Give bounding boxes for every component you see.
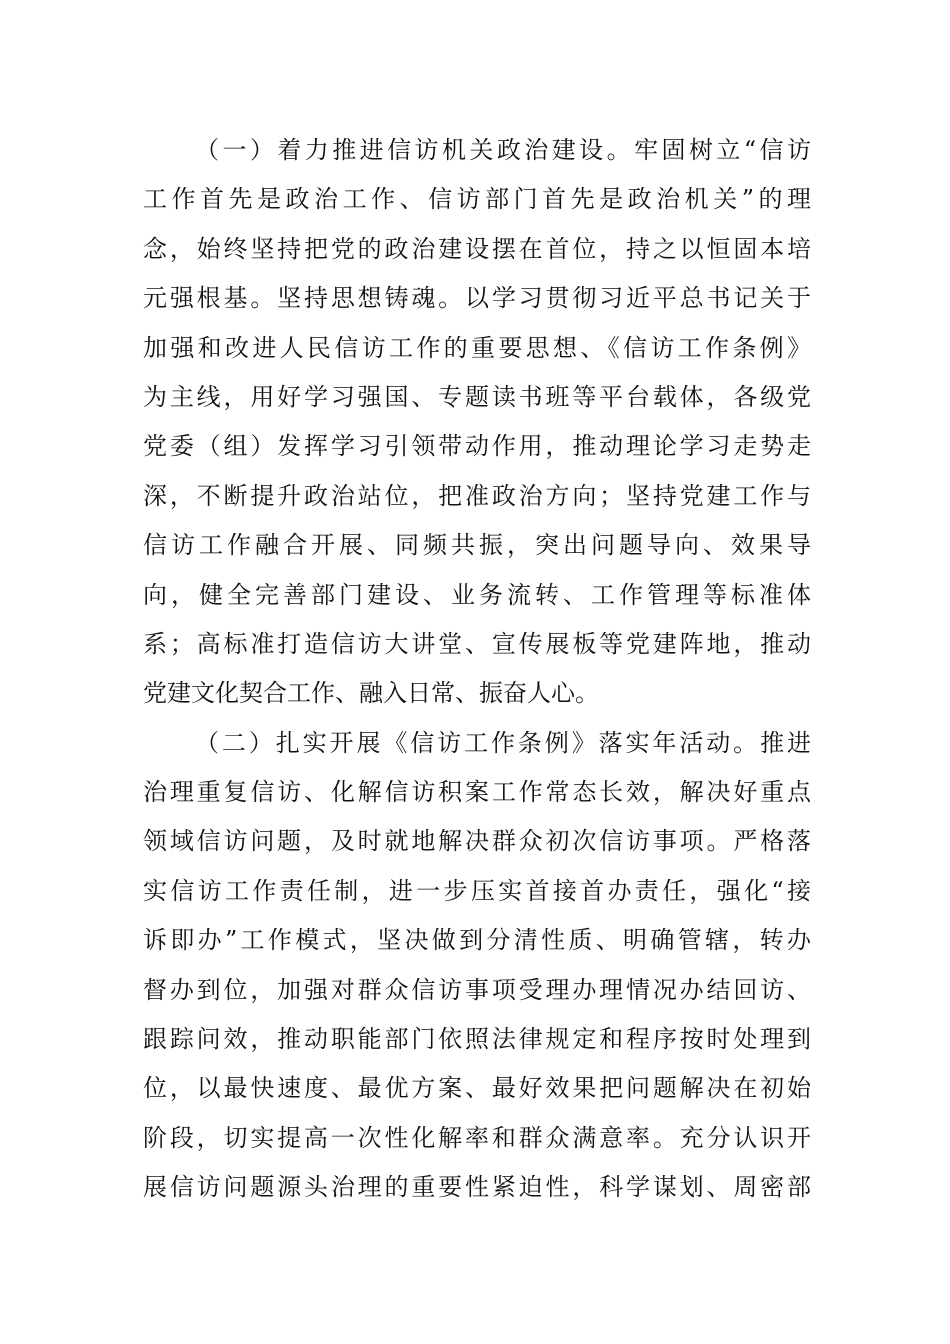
paragraph-1-line: 党建文化契合工作、融入日常、振奋人心。 bbox=[143, 679, 599, 708]
paragraph-1-line: 加强和改进人民信访工作的重要思想、《信访工作条例》 bbox=[143, 333, 811, 362]
paragraph-2-line: 督办到位，加强对群众信访事项受理办理情况办结回访、 bbox=[143, 975, 811, 1004]
paragraph-1-line: 系；高标准打造信访大讲堂、宣传展板等党建阵地，推动 bbox=[143, 629, 811, 658]
paragraph-1-line: 向，健全完善部门建设、业务流转、工作管理等标准体 bbox=[143, 580, 811, 609]
paragraph-2-line: 位，以最快速度、最优方案、最好效果把问题解决在初始 bbox=[143, 1074, 811, 1103]
paragraph-2-line: 阶段，切实提高一次性化解率和群众满意率。充分认识开 bbox=[143, 1123, 811, 1152]
document-body bbox=[143, 126, 811, 1213]
paragraph-1-line: 念，始终坚持把党的政治建设摆在首位，持之以恒固本培 bbox=[143, 234, 811, 263]
paragraph-2-line: 跟踪问效，推动职能部门依照法律规定和程序按时处理到 bbox=[143, 1025, 811, 1054]
paragraph-1-line: 为主线，用好学习强国、专题读书班等平台载体，各级党 bbox=[143, 382, 811, 411]
paragraph-1-line: 信访工作融合开展、同频共振，突出问题导向、效果导 bbox=[143, 531, 811, 560]
paragraph-1-line: 深，不断提升政治站位，把准政治方向；坚持党建工作与 bbox=[143, 481, 811, 510]
paragraph-1-line: 工作首先是政治工作、信访部门首先是政治机关”的理 bbox=[143, 185, 811, 214]
paragraph-2-line: 展信访问题源头治理的重要性紧迫性，科学谋划、周密部 bbox=[143, 1173, 811, 1202]
paragraph-1-line: 元强根基。坚持思想铸魂。以学习贯彻习近平总书记关于 bbox=[143, 284, 811, 313]
paragraph-2-line: 领域信访问题，及时就地解决群众初次信访事项。严格落 bbox=[143, 827, 811, 856]
paragraph-2-line: 诉即办”工作模式，坚决做到分清性质、明确管辖，转办 bbox=[143, 926, 811, 955]
paragraph-1-line: （一）着力推进信访机关政治建设。牢固树立“信访 bbox=[195, 136, 811, 164]
paragraph-2-line: （二）扎实开展《信访工作条例》落实年活动。推进 bbox=[195, 728, 811, 757]
paragraph-2-line: 实信访工作责任制，进一步压实首接首办责任，强化“接 bbox=[143, 876, 811, 905]
paragraph-1-line: 党委（组）发挥学习引领带动作用，推动理论学习走势走 bbox=[143, 432, 811, 461]
paragraph-2-line: 治理重复信访、化解信访积案工作常态长效，解决好重点 bbox=[143, 778, 811, 807]
